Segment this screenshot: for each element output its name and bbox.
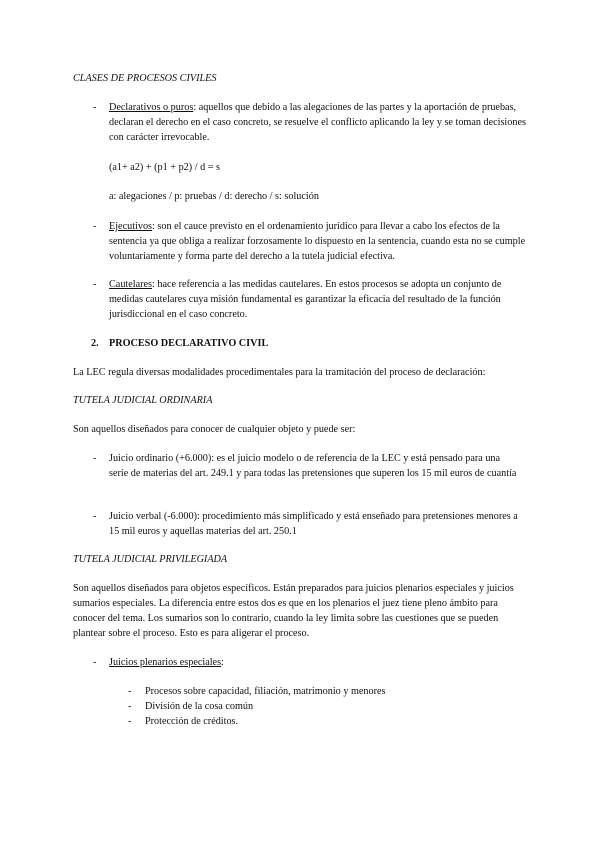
item-juicio-verbal: Juicio verbal (-6.000): procedimiento más simplificado y está enseñado para pretensiones menores a 15 mil euros y aquellas materias del art. 250.1	[109, 511, 518, 537]
heading-tutela-ordinaria: TUTELA JUDICIAL ORDINARIA	[73, 395, 213, 406]
plenarios-title: Juicios plenarios especiales	[109, 657, 222, 668]
sub-bullet-dash: -	[128, 686, 132, 697]
lec-intro: La LEC regula diversas modalidades procedimentales para la tramitación del proceso de declaración:	[73, 367, 486, 378]
list-item: Protección de créditos.	[145, 716, 239, 727]
bullet-dash: -	[93, 453, 97, 464]
formula: (a1+ a2) + (p1 + p2) / d = s	[109, 162, 220, 173]
list-item: División de la cosa común	[145, 701, 254, 712]
term-cautelares: Cautelares	[109, 279, 152, 290]
text-declarativos: : aquellos que debido a las alegaciones de las partes y la aportación de pruebas, declaran el derecho en el caso concreto, se resuelve el conflicto aplicando la ley y se toman decisiones con carácter irrevocable.	[109, 102, 526, 143]
bullet-dash: -	[93, 511, 97, 522]
formula-legend: a: alegaciones / p: pruebas / d: derecho / s: solución	[109, 191, 319, 202]
bullet-dash: -	[93, 221, 97, 232]
term-ejecutivos: Ejecutivos	[109, 221, 153, 232]
list-item: Procesos sobre capacidad, filiación, matrimonio y menores	[145, 686, 386, 697]
item-declarativos	[109, 100, 529, 145]
sub-bullet-dash: -	[128, 716, 132, 727]
text-cautelares: : hace referencia a las medidas cautelares. En estos procesos se adopta un conjunto de medidas cautelares cuya misión fundamental es garantizar la eficacia del resultado de la función jurisdiccional en el caso concreto.	[109, 279, 502, 320]
bullet-dash: -	[93, 279, 97, 290]
text-ejecutivos: : son el cauce previsto en el ordenamiento jurídico para llevar a cabo los efectos de la sentencia ya que obliga a realizar forzosamente lo dispuesto en la sentencia, cuando esta no se cumple voluntariamente y forma parte del derecho a la tutela judicial efectiva.	[109, 221, 526, 262]
item-ejecutivos	[109, 219, 529, 264]
plenarios-colon: :	[221, 657, 224, 668]
item-juicio-ordinario: Juicio ordinario (+6.000): es el juicio modelo o de referencia de la LEC y está pensado para una serie de materias del art. 249.1 y para todas las pretensiones que superen los 15 mil euros de cuantía	[109, 453, 517, 479]
section-number: 2.	[91, 338, 99, 349]
heading-clases-procesos: CLASES DE PROCESOS CIVILES	[73, 73, 217, 84]
item-cautelares	[109, 277, 529, 322]
item-plenarios	[109, 655, 224, 670]
term-declarativos: Declarativos o puros	[109, 102, 194, 113]
privilegiada-text: Son aquellos diseñados para objetos específicos. Están preparados para juicios plenarios especiales y juicios sumarios especiales. La diferencia entre estos dos es que en los plenarios el juez tiene pleno ámbito para conocer del tema. Los sumarios son lo contrario, cuando la ley limita sobre las cuestiones que se pueden plantear sobre el proceso. Esto es para aligerar el proceso.	[73, 583, 514, 639]
bullet-dash: -	[93, 657, 97, 668]
ordinaria-intro: Son aquellos diseñados para conocer de cualquier objeto y puede ser:	[73, 424, 356, 435]
sub-bullet-dash: -	[128, 701, 132, 712]
heading-tutela-privilegiada: TUTELA JUDICIAL PRIVILEGIADA	[73, 554, 228, 565]
section-title: PROCESO DECLARATIVO CIVIL	[109, 338, 269, 349]
bullet-dash: -	[93, 102, 97, 113]
